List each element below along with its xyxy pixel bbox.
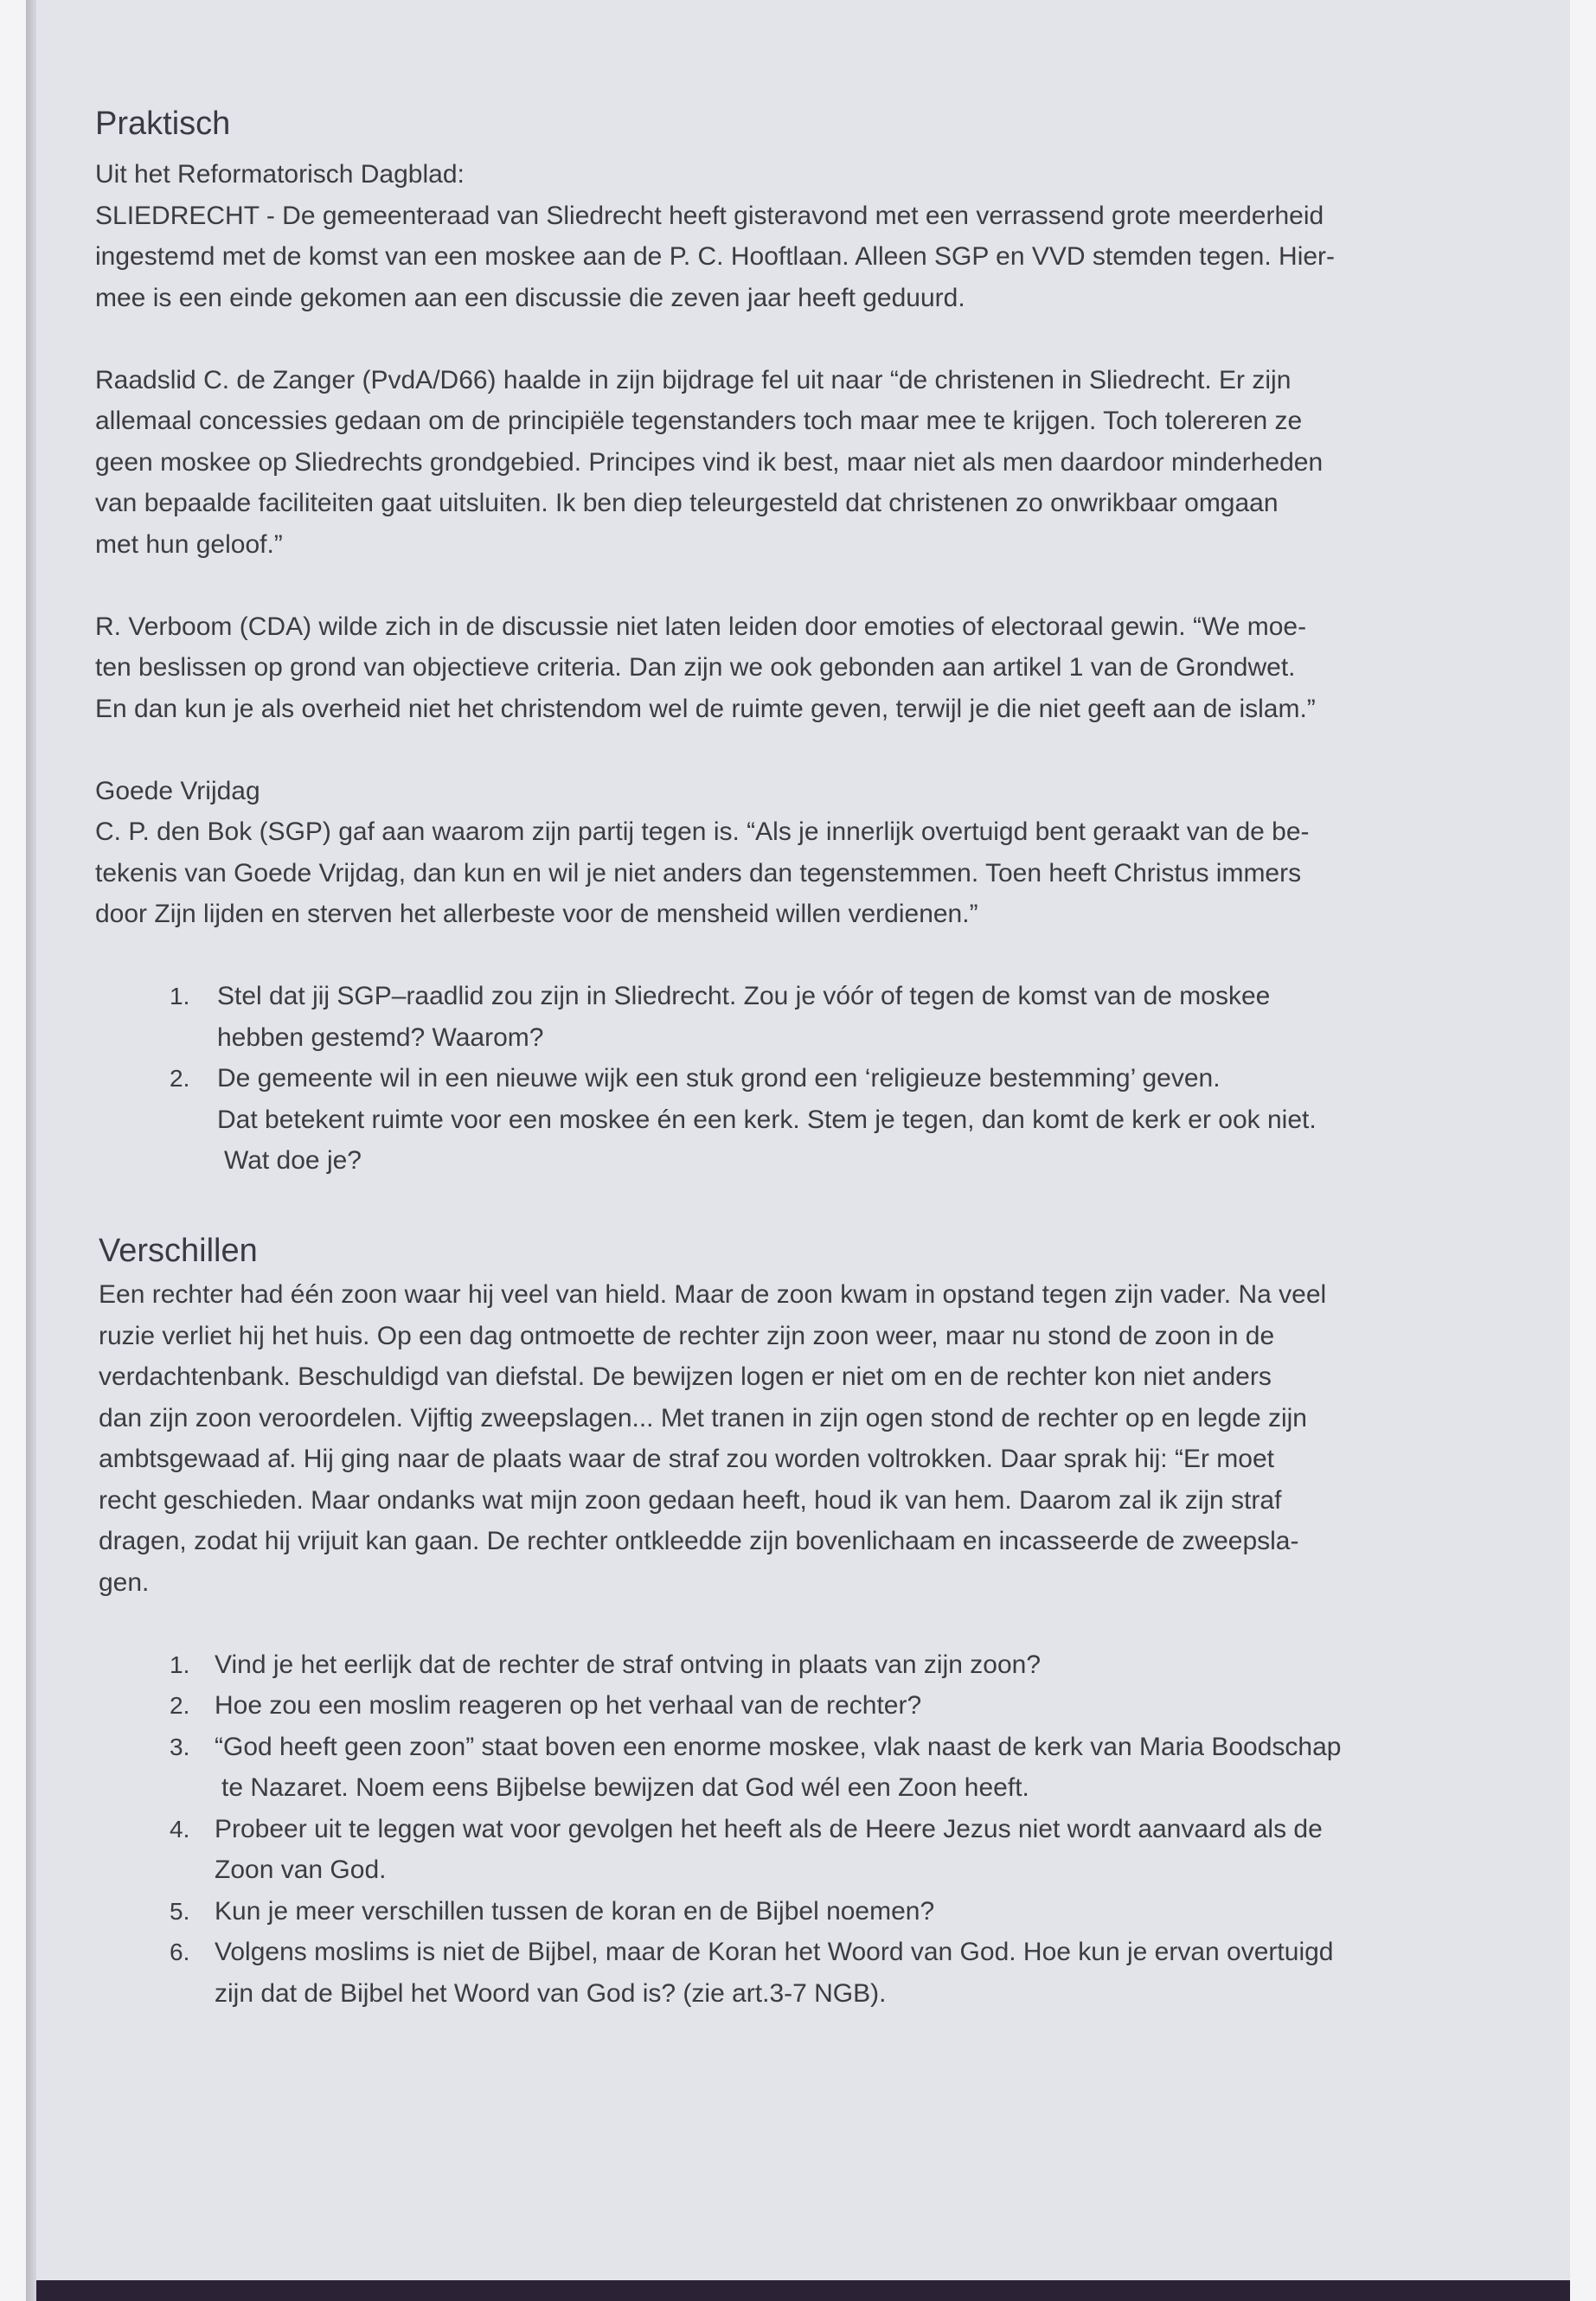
paragraph-line: door Zijn lijden en sterven het allerbeste voor de mensheid willen verdienen.” bbox=[95, 900, 978, 928]
list-item-text: Kun je meer verschillen tussen de koran en de Bijbel noemen? bbox=[215, 1896, 935, 1926]
paragraph-line: geen moskee op Sliedrechts grondgebied. Principes vind ik best, maar niet als men daardoor minderheden bbox=[95, 447, 1324, 477]
list-item-number: 3. bbox=[170, 1733, 190, 1760]
paragraph-line: ingestemd met de komst van een moskee aan de P. C. Hooftlaan. Alleen SGP en VVD stemden tegen. Hier- bbox=[95, 242, 1336, 271]
paragraph-line: ten beslissen op grond van objectieve criteria. Dan zijn we ook gebonden aan artikel 1 van de Grondwet. bbox=[95, 653, 1296, 682]
list-item-text: Stel dat jij SGP–raadlid zou zijn in Sliedrecht. Zou je vóór of tegen de komst van de moskee bbox=[217, 982, 1271, 1010]
paragraph-line: recht geschieden. Maar ondanks wat mijn zoon gedaan heeft, houd ik van hem. Daarom zal ik zijn straf bbox=[99, 1485, 1282, 1515]
paragraph-line: ruzie verliet hij het huis. Op een dag ontmoette de rechter zijn zoon weer, maar nu stond de zoon in de bbox=[99, 1321, 1275, 1350]
list-item-text: te Nazaret. Noem eens Bijbelse bewijzen dat God wél een Zoon heeft. bbox=[221, 1773, 1029, 1802]
section-heading: Verschillen bbox=[99, 1233, 258, 1269]
paragraph-line: dragen, zodat hij vrijuit kan gaan. De rechter ontkleedde zijn bovenlichaam en incasseerde de zweepsla- bbox=[99, 1527, 1299, 1555]
page-binding-edge bbox=[26, 0, 36, 2301]
list-item-text: De gemeente wil in een nieuwe wijk een stuk grond een ‘religieuze bestemming’ geven. bbox=[217, 1064, 1221, 1093]
paragraph-line: ambtsgewaad af. Hij ging naar de plaats waar de straf zou worden voltrokken. Daar sprak hij: “Er moet bbox=[99, 1445, 1274, 1473]
paragraph-line: Raadslid C. de Zanger (PvdA/D66) haalde in zijn bijdrage fel uit naar “de christenen in Sliedrecht. Er zijn bbox=[95, 365, 1292, 394]
list-item-text: Zoon van God. bbox=[215, 1856, 387, 1884]
paragraph-line: van bepaalde faciliteiten gaat uitsluiten. Ik ben diep teleurgesteld dat christenen zo onwrikbaar omgaan bbox=[95, 489, 1279, 517]
paragraph-line: verdachtenbank. Beschuldigd van diefstal. De bewijzen logen er niet om en de rechter kon niet anders bbox=[99, 1362, 1272, 1391]
list-item-text: Vind je het eerlijk dat de rechter de straf ontving in plaats van zijn zoon? bbox=[215, 1650, 1042, 1679]
list-item-number: 1. bbox=[170, 1650, 190, 1678]
list-item-number: 5. bbox=[170, 1897, 190, 1925]
list-item-text: Hoe zou een moslim reageren op het verhaal van de rechter? bbox=[215, 1691, 922, 1720]
list-item-text: Probeer uit te leggen wat voor gevolgen het heeft als de Heere Jezus niet wordt aanvaard als de bbox=[215, 1814, 1323, 1843]
paragraph-line: tekenis van Goede Vrijdag, dan kun en wil je niet anders dan tegenstemmen. Toen heeft Christus immers bbox=[95, 858, 1302, 888]
paragraph-line: allemaal concessies gedaan om de principiële tegenstanders toch maar mee te krijgen. Toch tolereren ze bbox=[95, 407, 1303, 435]
paragraph-line: SLIEDRECHT - De gemeenteraad van Sliedrecht heeft gisteravond met een verrassend grote meerderheid bbox=[95, 201, 1324, 230]
list-item-number: 6. bbox=[170, 1939, 190, 1965]
paragraph-line: Uit het Reformatorisch Dagblad: bbox=[95, 160, 465, 189]
paragraph-line: En dan kun je als overheid niet het christendom wel de ruimte geven, terwijl je die niet geeft aan de islam.” bbox=[95, 694, 1316, 723]
paragraph-line: R. Verboom (CDA) wilde zich in de discussie niet laten leiden door emoties of electoraal gewin. “We moe- bbox=[95, 612, 1307, 641]
list-item-text: zijn dat de Bijbel het Woord van God is? (zie art.3-7 NGB). bbox=[215, 1978, 887, 2008]
paragraph-line: Een rechter had één zoon waar hij veel van hield. Maar de zoon kwam in opstand tegen zijn vader. Na veel bbox=[99, 1280, 1327, 1309]
paragraph-line: C. P. den Bok (SGP) gaf aan waarom zijn partij tegen is. “Als je innerlijk overtuigd bent geraakt van de be- bbox=[95, 817, 1310, 846]
paragraph-line: met hun geloof.” bbox=[95, 529, 283, 559]
list-item-number: 1. bbox=[170, 983, 190, 1009]
list-item-text: Wat doe je? bbox=[224, 1146, 362, 1175]
list-item-number: 2. bbox=[170, 1692, 190, 1719]
list-item-number: 2. bbox=[170, 1065, 190, 1092]
paragraph-line: gen. bbox=[99, 1567, 150, 1597]
list-item-text: “God heeft geen zoon” staat boven een enorme moskee, vlak naast de kerk van Maria Boodschap bbox=[215, 1732, 1342, 1761]
list-item-text: Volgens moslims is niet de Bijbel, maar de Koran het Woord van God. Hoe kun je ervan overtuigd bbox=[215, 1938, 1334, 1966]
paragraph-line: mee is een einde gekomen aan een discussie die zeven jaar heeft geduurd. bbox=[95, 283, 965, 312]
list-item-text: Dat betekent ruimte voor een moskee én een kerk. Stem je tegen, dan komt de kerk er ook niet. bbox=[217, 1105, 1317, 1134]
paragraph-line: dan zijn zoon veroordelen. Vijftig zweepslagen... Met tranen in zijn ogen stond de rechter op en legde zijn bbox=[99, 1403, 1307, 1433]
list-item-number: 4. bbox=[170, 1815, 190, 1843]
section-heading: Praktisch bbox=[95, 106, 231, 142]
paragraph-line: Goede Vrijdag bbox=[95, 776, 260, 805]
page-bottom-edge bbox=[36, 2280, 1570, 2301]
list-item-text: hebben gestemd? Waarom? bbox=[217, 1022, 544, 1052]
